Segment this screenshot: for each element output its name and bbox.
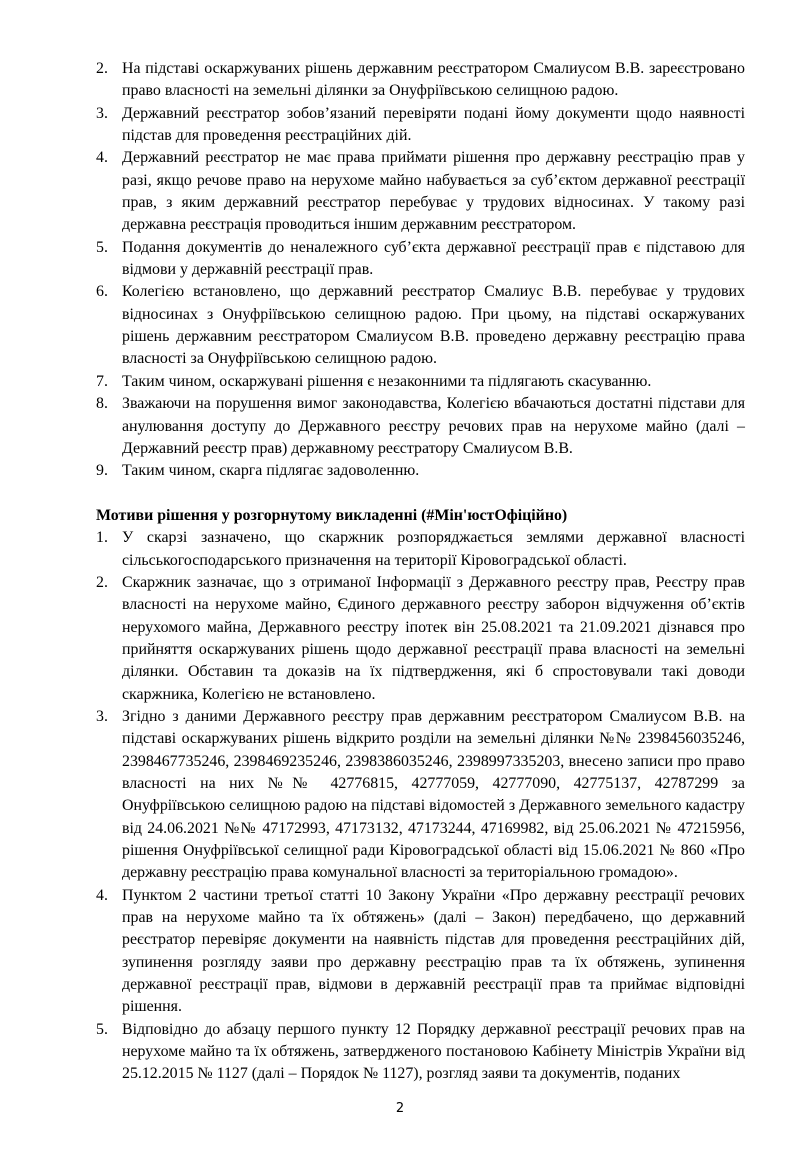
list-item — [96, 706, 745, 885]
section-heading: Мотиви рішення у розгорнутому викладенні (#Мін'юстОфіційно) — [96, 506, 568, 524]
item-text: Державний реєстратор не має права приймати рішення про державну реєстрацію прав у разі, якщо речове право на нерухоме майно набувається за суб’єктом державної реєстрації прав, з яким державний реєстратор перебуває у трудових відносинах. У такому разі державна реєстрація проводиться іншим державним реєстратором. — [122, 149, 745, 234]
item-text: На підставі оскаржуваних рішень державним реєстратором Смалиусом В.В. зареєстровано право власності на земельні ділянки за Онуфріївською селищною радою. — [122, 60, 745, 100]
item-text: Пунктом 2 частини третьої статті 10 Закону України «Про державну реєстрації речових прав на нерухоме майно та їх обтяжень» (далі – Закон) передбачено, що державний реєстратор перевіряє документи на наявність підстав для проведення реєстраційних дій, зупинення розгляду заяви про державну реєстрацію прав та їх обтяжень, зупинення державної реєстрації прав, відмови в державній реєстрації прав та приймає відповідні рішення. — [122, 886, 745, 1016]
item-number: 9. — [96, 462, 108, 480]
item-text: У скарзі зазначено, що скаржник розпоряджається землями державної власності сільськогосподарського призначення на території Кіровоградської області. — [122, 529, 745, 569]
list-item — [96, 237, 745, 282]
item-text: Таким чином, скарга підлягає задоволенню. — [122, 462, 420, 480]
item-text: Зважаючи на порушення вимог законодавства, Колегією вбачаються достатні підстави для анулювання доступу до Державного реєстру речових прав на нерухоме майно (далі – Державний реєстр прав) державному реєстратору Смалиусом В.В. — [122, 395, 745, 457]
item-number: 3. — [96, 104, 108, 122]
item-text: Колегією встановлено, що державний реєстратор Смалиус В.В. перебуває у трудових відносинах з Онуфріївською селищною радою. При цьому, на підставі оскаржуваних рішень державним реєстратором Смалиусом В.В. проведено державну реєстрацію права власності за Онуфріївською селищною радою. — [122, 283, 745, 368]
list-item — [96, 885, 745, 1019]
findings-list — [96, 58, 745, 483]
item-number: 2. — [96, 573, 108, 591]
item-number: 5. — [96, 1020, 108, 1038]
list-item — [96, 1019, 745, 1086]
item-number: 3. — [96, 707, 108, 725]
reasons-list — [96, 527, 745, 1086]
list-item — [96, 527, 745, 572]
list-item — [96, 460, 745, 482]
item-text: Подання документів до неналежного суб’єкта державної реєстрації прав є підставою для відмови у державній реєстрації прав. — [122, 238, 745, 279]
item-number: 6. — [96, 283, 108, 301]
item-number: 4. — [96, 149, 108, 167]
item-number: 2. — [96, 60, 108, 77]
item-number: 1. — [96, 529, 108, 547]
document-page — [96, 0, 745, 1086]
item-number: 7. — [96, 372, 108, 390]
list-item — [96, 393, 745, 460]
list-item — [96, 147, 745, 236]
item-number: 8. — [96, 395, 108, 413]
blank-line — [96, 483, 745, 505]
item-text: Таким чином, оскаржувані рішення є незаконними та підлягають скасуванню. — [122, 372, 652, 390]
item-text: Державний реєстратор зобов’язаний перевіряти подані йому документи щодо наявності підстав для проведення реєстраційних дій. — [122, 104, 745, 145]
item-number: 4. — [96, 886, 108, 904]
list-item — [96, 572, 745, 706]
list-item — [96, 103, 745, 148]
item-text: Згідно з даними Державного реєстру прав державним реєстратором Смалиусом В.В. на підставі оскаржуваних рішень відкрито розділи на земельні ділянки №№ 2398456035246, 2398467735246, 2398469235246, 2398386035246, 2398997335203, внесено записи про право власності на них №№ 42776815, 42777059, 42777090, 42775137, 42787299 за Онуфріївською селищною радою на підставі відомостей з Державного земельного кадастру від 24.06.2021 №№ 47172993, 47173132, 47173244, 47169982, від 25.06.2021 № 47215956, рішення Онуфріївської селищної ради Кіровоградської області від 15.06.2021 № 860 «Про державну реєстрацію права комунальної власності за територіальною громадою». — [122, 707, 745, 882]
item-text: Відповідно до абзацу першого пункту 12 Порядку державної реєстрації речових прав на нерухоме майно та їх обтяжень, затвердженого постановою Кабінету Міністрів України від 25.12.2015 № 1127 (далі – Порядок № 1127), розгляд заяви та документів, поданих — [122, 1020, 745, 1083]
list-item — [96, 58, 745, 103]
item-text: Скаржник зазначає, що з отриманої Інформації з Державного реєстру прав, Реєстру прав власності на нерухоме майно, Єдиного державного реєстру заборон відчуження об’єктів нерухомого майна, Державного реєстру іпотек він 25.08.2021 та 21.09.2021 дізнався про прийняття оскаржуваних рішень щодо державної реєстрації права власності на земельні ділянки. Обставин та доказів на їх підтвердження, які б спростовували такі доводи скаржника, Колегією не встановлено. — [122, 573, 745, 703]
item-number: 5. — [96, 238, 108, 256]
page-number: 2 — [395, 1100, 405, 1116]
list-item — [96, 281, 745, 370]
list-item — [96, 371, 745, 393]
